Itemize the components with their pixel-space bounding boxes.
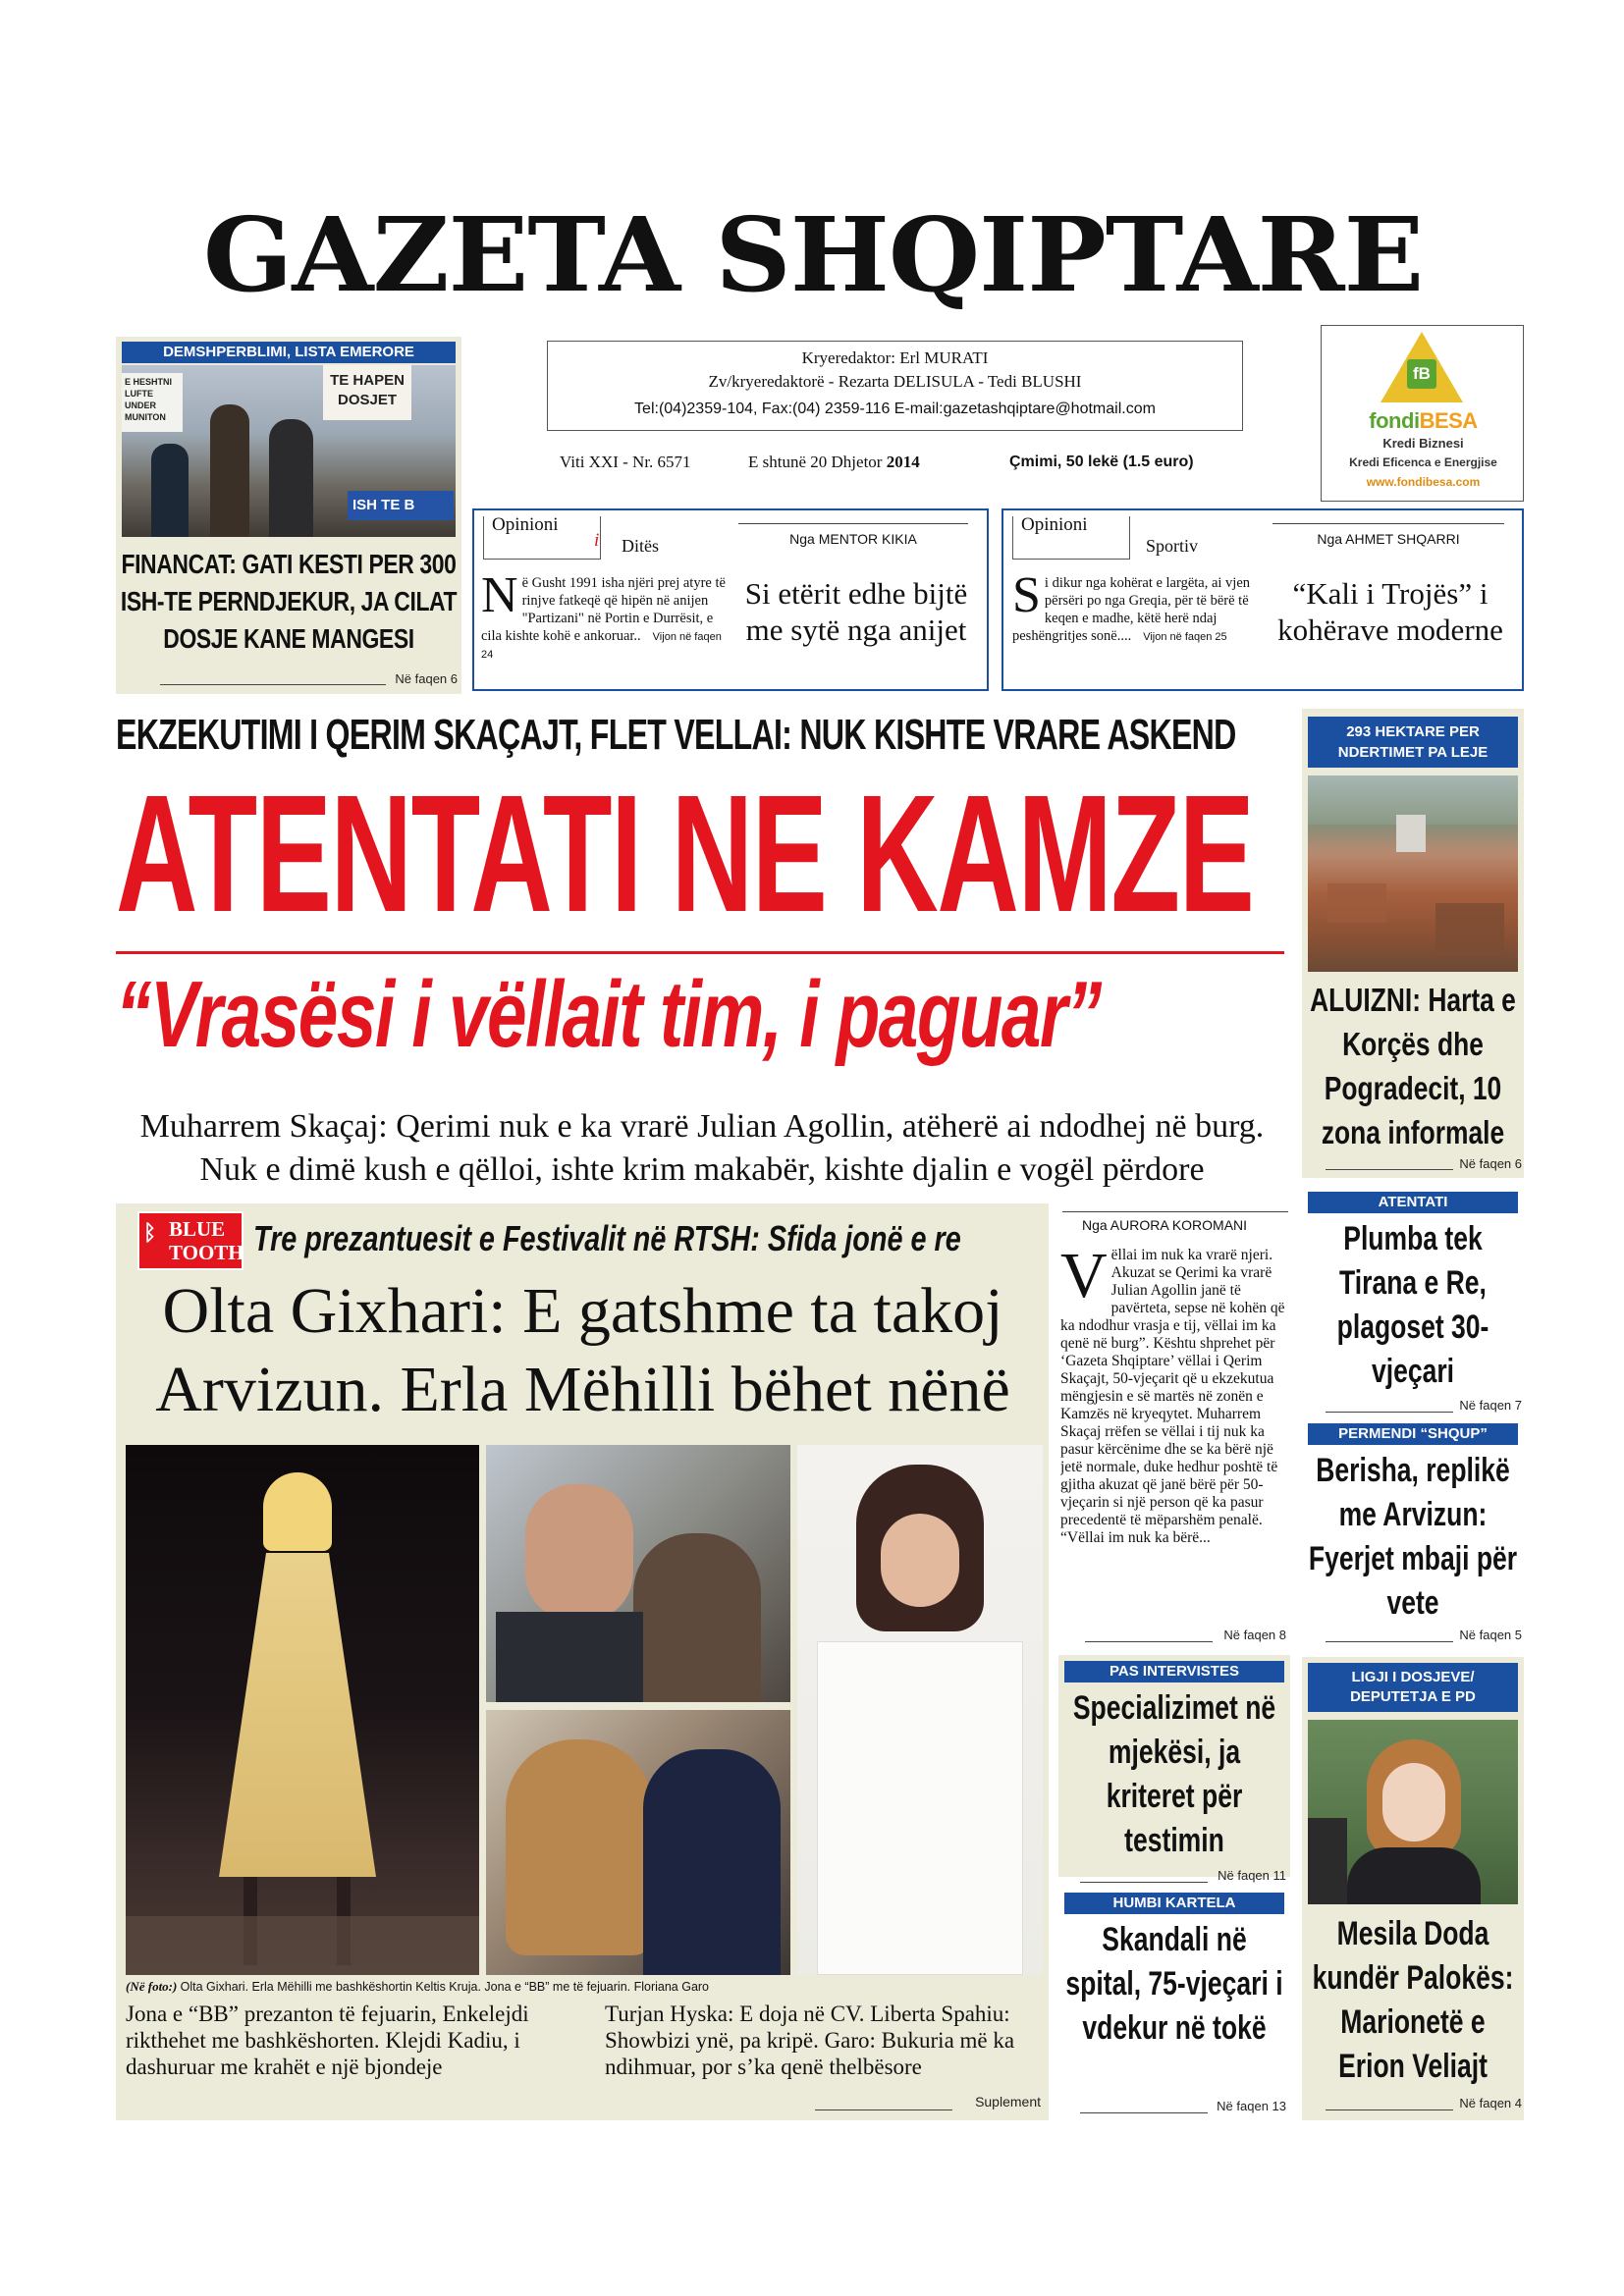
protest-sign: E HESHTNI LUFTE UNDER MUNITON — [122, 373, 183, 432]
main-kicker-wrap — [116, 709, 1284, 762]
showbiz-kicker: Tre prezantuesit e Festivalit në RTSH: Sfida jonë e re — [253, 1218, 961, 1258]
couple-photo-1 — [486, 1445, 790, 1702]
section-label: 293 HEKTARE PER NDERTIMET PA LEJE — [1308, 717, 1518, 768]
supplement-ref: Suplement — [975, 2094, 1041, 2109]
opinion-excerpt: S i dikur nga kohërat e largëta, ai vjen përsëri po nga Greqia, për të bërë të keqen e madhe, këtë herë ndaj peshëngritjes sonë.... Vijon në faqen 25 — [1012, 574, 1251, 644]
interview-headline: Specializimet në mjekësi, ja kriteret për testimin — [1072, 1689, 1276, 1859]
page-ref: Në faqen 13 — [1217, 2099, 1286, 2113]
floriana-garo-photo — [797, 1445, 1043, 1975]
aerial-city-photo — [1308, 775, 1518, 972]
section-label: ATENTATI — [1308, 1192, 1518, 1213]
story-author: Nga AURORA KOROMANI — [1082, 1217, 1248, 1233]
page-ref: Në faqen 4 — [1459, 2096, 1522, 2110]
showbiz-kicker-wrap — [253, 1215, 1049, 1262]
price: Çmimi, 50 lekë (1.5 euro) — [1009, 454, 1194, 470]
mesila-doda-photo — [1308, 1720, 1518, 1904]
aluizni-headline: ALUIZNI: Harta e Korçës dhe Pogradecit, 10 zona informale — [1310, 982, 1516, 1150]
section-label: PAS INTERVISTES — [1064, 1661, 1284, 1682]
editor-in-chief: Kryeredaktor: Erl MURATI — [801, 348, 989, 367]
showbiz-col-1: Jona e “BB” prezanton të fejuarin, Enkelejdi rikthehet me bashkëshorten. Klejdi Kadiu, i dashuruar me krahët e një bjondeje — [126, 2002, 529, 2079]
opinion-tab: Opinioni i Ditës — [483, 516, 601, 560]
ad-brand: fondiBESA — [1369, 408, 1478, 433]
section-label: LIGJI I DOSJEVE/ DEPUTETJA E PD — [1308, 1663, 1518, 1712]
shqup-headline: Berisha, replikë me Arvizun: Fyerjet mbaji për vete — [1308, 1452, 1518, 1622]
olta-gixhari-photo — [126, 1445, 479, 1975]
ad-url[interactable]: www.fondibesa.com — [1366, 475, 1481, 489]
deputy-editors: Zv/kryeredaktorë - Rezarta DELISULA - Tedi BLUSHI — [708, 372, 1082, 391]
contact-line: Tel:(04)2359-104, Fax:(04) 2359-116 E-mail:gazetashqiptare@hotmail.com — [634, 400, 1156, 417]
page-ref: Në faqen 11 — [1218, 1868, 1286, 1883]
photo-caption: (Në foto:) Olta Gixhari. Erla Mëhilli me bashkëshortin Keltis Kruja. Jona e “BB” me të fejuarin. Floriana Garo — [126, 1979, 710, 1994]
story-body: V ëllai im nuk ka vrarë njeri. Akuzat se Qerimi ka vrarë Julian Agollin janë të pavërteta, sepse në kohën që ka ndodhur vrasja e tij, vëllai im ka qenë në burg”. Kështu shprehet për ‘Gazeta Shqiptare’ vëllai i Qerim Skaçajt, 50-vjeçarit që u ekzekutua mëngjesin e së martës në zonën e Kamzës në kryeqytet. Muharrem Skaçaj rrëfen se vëllai i tij nuk ka pasur kërcënime dhe se ka bërë një jetë normale, duke hedhur poshtë të gjitha akuzat që janë bërë për 50-vjeçarin si një person që ka pasur precedentë të mëparshëm penalë. “Vëllai im nuk ka bërë... — [1060, 1247, 1285, 1546]
masthead — [116, 187, 1510, 324]
section-label: DEMSHPERBLIMI, LISTA EMERORE — [122, 342, 456, 363]
protest-photo — [122, 365, 456, 537]
opinion-excerpt: N ë Gusht 1991 isha njëri prej atyre të rinjve fatkeqë që hipën në anijen "Partizani" në Portin e Durrësit, e cila kishte kohë e ankoruar.. Vijon në faqen 24 — [481, 574, 726, 661]
main-headline: ATENTATI NE KAMZE — [116, 762, 1254, 946]
aluizni-headline-wrap — [1306, 978, 1520, 1154]
protest-sign: ISH TE B — [348, 491, 454, 520]
bluetooth-logo: BLUE TOOTH — [137, 1211, 244, 1270]
shqup-headline-wrap[interactable] — [1304, 1449, 1522, 1626]
atentati-headline: Plumba tek Tirana e Re, plagoset 30-vjeçari — [1336, 1220, 1489, 1390]
showbiz-headline: Olta Gixhari: E gatshme ta takoj Arvizun. Erla Mëhilli bëhet nënë — [155, 1275, 1010, 1425]
doda-headline-wrap — [1304, 1912, 1522, 2089]
issue-date: E shtunë 20 Dhjetor 2014 — [748, 453, 920, 471]
page-ref: Në faqen 8 — [1223, 1628, 1286, 1642]
bluetooth-icon: ᛒ — [143, 1221, 157, 1246]
ad-line-1: Kredi Biznesi — [1382, 436, 1464, 451]
masthead-title: GAZETA SHQIPTARE — [202, 194, 1424, 315]
protest-sign: TE HAPEN DOSJET — [323, 365, 411, 420]
main-headline-wrap — [116, 762, 1294, 946]
couple-photo-2 — [486, 1710, 790, 1975]
main-subhead: “Vrasësi i vëllait tim, i paguar” — [116, 962, 1101, 1067]
ad-line-2: Kredi Eficenca e Energjise — [1349, 455, 1497, 469]
fondibesa-ad[interactable] — [1321, 325, 1524, 502]
kartela-headline: Skandali në spital, 75-vjeçari i vdekur në tokë — [1065, 1921, 1283, 2047]
main-subhead-wrap — [116, 962, 1294, 1068]
opinion-author: Nga MENTOR KIKIA — [789, 531, 917, 547]
page-ref: Në faqen 6 — [1459, 1156, 1522, 1171]
atentati-headline-wrap[interactable] — [1304, 1217, 1522, 1394]
main-kicker: EKZEKUTIMI I QERIM SKAÇAJT, FLET VELLAI: NUK KISHTE VRARE ASKEND — [116, 711, 1236, 759]
opinion-title: “Kali i Trojës” i kohërave moderne — [1277, 576, 1503, 647]
interview-headline-wrap — [1060, 1686, 1288, 1865]
opinion-title: Si etërit edhe bijtë me sytë nga anijet — [744, 576, 968, 647]
kartela-headline-wrap — [1060, 1918, 1288, 2095]
doda-headline: Mesila Doda kundër Palokës: Marionetë e Erion Veliajt — [1312, 1915, 1514, 2085]
ad-logo-badge: fB — [1407, 359, 1436, 389]
opinion-author: Nga AHMET SHQARRI — [1317, 531, 1460, 547]
issue-number: Viti XXI - Nr. 6571 — [560, 453, 691, 471]
top-left-headline: FINANCAT: GATI KESTI PER 300 ISH-TE PERNDJEKUR, JA CILAT DOSJE KANE MANGESI — [120, 549, 458, 654]
showbiz-col-2: Turjan Hyska: E doja në CV. Liberta Spahiu: Showbizi ynë, pa kripë. Garo: Bukuria më ka ndihmuar, por s’ka qenë thelbësore — [605, 2002, 1015, 2079]
page-ref: Në faqen 6 — [395, 671, 458, 686]
page-ref: Në faqen 7 — [1459, 1398, 1522, 1413]
section-label: PERMENDI “SHQUP” — [1308, 1423, 1518, 1445]
main-deck: Muharrem Skaçaj: Qerimi nuk e ka vrarë Julian Agollin, atëherë ai ndodhej në burg. Nuk e dimë kush e qëlloi, ishte krim makabër, kishte djalin e vogël përdore — [139, 1108, 1265, 1188]
page-ref: Në faqen 5 — [1459, 1628, 1522, 1642]
section-label: HUMBI KARTELA — [1064, 1893, 1284, 1914]
opinion-tab: Opinioni Sportiv — [1012, 516, 1130, 560]
